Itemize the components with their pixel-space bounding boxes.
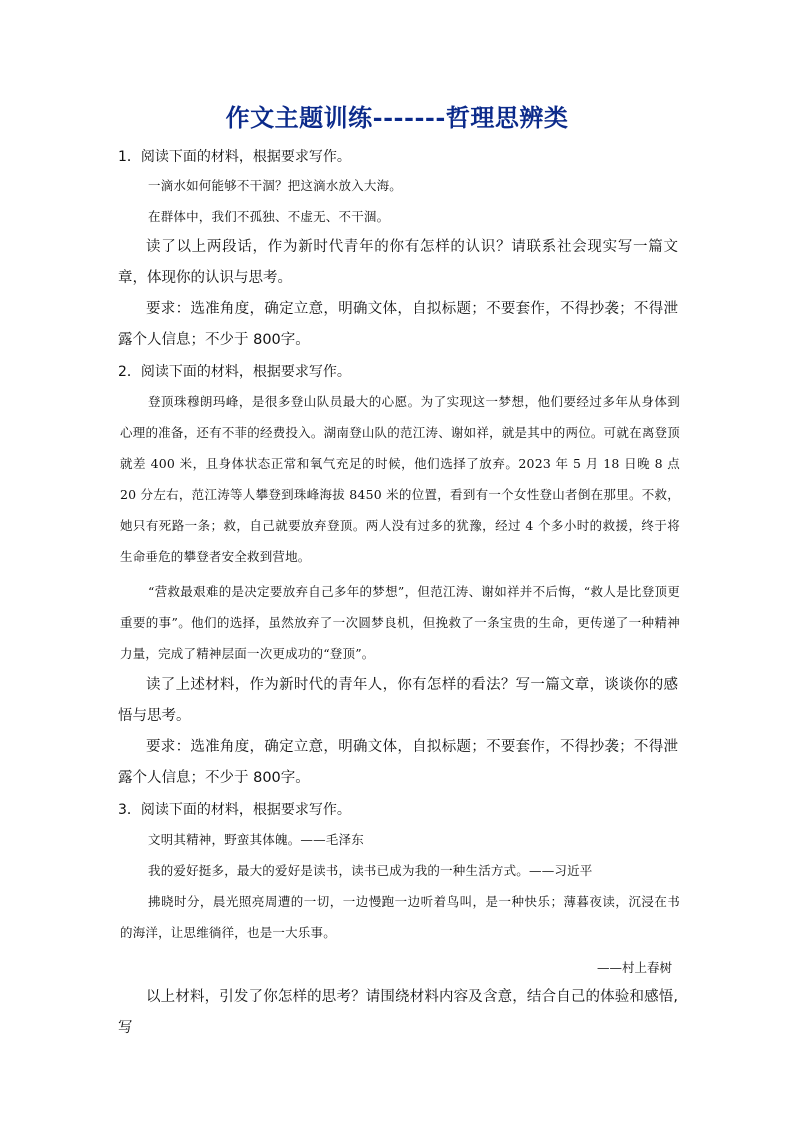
q2-heading: 2．阅读下面的材料，根据要求写作。 xyxy=(118,364,351,380)
q3-quote: 文明其精神，野蛮其体魄。——毛泽东 xyxy=(148,832,364,847)
q1-prompt: 读了以上两段话，作为新时代青年的你有怎样的认识？请联系社会现实写一篇文章，体现你的认识与思考。 xyxy=(118,239,678,286)
q1-heading: 1．阅读下面的材料，根据要求写作。 xyxy=(118,149,351,165)
q1-material-line: 一滴水如何能够不干涸？把这滴水放入大海。 xyxy=(148,178,403,193)
q1-requirements: 要求：选准角度，确定立意，明确文体，自拟标题；不要套作，不得抄袭；不得泄露个人信息；不少于 800字。 xyxy=(118,301,678,348)
q3-prompt: 以上材料，引发了你怎样的思考？请围绕材料内容及含意，结合自己的体验和感悟,写 xyxy=(118,989,678,1036)
q3-quote: 拂晓时分，晨光照亮周遭的一切，一边慢跑一边听着鸟叫，是一种快乐；薄暮夜读，沉浸在书的海洋，让思维徜徉，也是一大乐事。 xyxy=(120,894,680,940)
page-title: 作文主题训练-------哲理思辨类 xyxy=(225,103,569,132)
q3-signature: ——村上春树 xyxy=(596,960,672,975)
q2-requirements: 要求：选准角度，确定立意，明确文体，自拟标题；不要套作，不得抄袭；不得泄露个人信息；不少于 800字。 xyxy=(118,739,678,786)
q2-prompt: 读了上述材料，作为新时代的青年人，你有怎样的看法？写一篇文章，谈谈你的感悟与思考。 xyxy=(118,677,678,724)
q3-quote: 我的爱好挺多，最大的爱好是读书，读书已成为我的一种生活方式。——习近平 xyxy=(148,863,593,878)
q3-heading: 3．阅读下面的材料，根据要求写作。 xyxy=(118,802,351,818)
q1-material-line: 在群体中，我们不孤独、不虚无、不干涸。 xyxy=(148,209,390,224)
q2-material-paragraph: “营救最艰难的是决定要放弃自己多年的梦想”，但范江涛、谢如祥并不后悔，“救人是比登顶更重要的事”。他们的选择，虽然放弃了一次圆梦良机，但挽救了一条宝贵的生命，更传递了一种精神力量，完成了精神层面一次更成功的“登顶”。 xyxy=(120,584,680,661)
q2-material-paragraph: 登顶珠穆朗玛峰，是很多登山队员最大的心愿。为了实现这一梦想，他们要经过多年从身体到心理的准备，还有不菲的经费投入。湖南登山队的范江涛、谢如祥，就是其中的两位。可就在离登顶就差 400 米，且身体状态正常和氧气充足的时候，他们选择了放弃。2023 年 5 月 18 日晚 8 点 20 分左右，范江涛等人攀登到珠峰海拔 8450 米的位置，看到有一个女性登山者倒在那里。不救，她只有死路一条；救，自己就要放弃登顶。两人没有过多的犹豫，经过 4 个多小时的救援，终于将生命垂危的攀登者安全救到营地。 xyxy=(120,394,680,564)
